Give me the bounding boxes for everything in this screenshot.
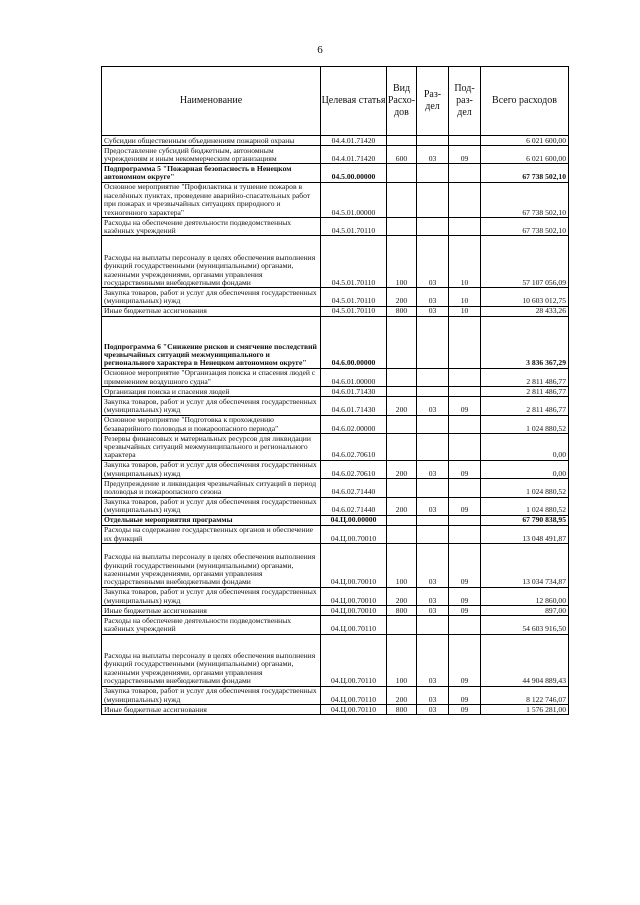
row-total-cell: 44 904 889,43 bbox=[481, 634, 569, 686]
row-name-cell: Субсидии общественным объединениям пожарной охраны bbox=[102, 136, 321, 146]
row-subsection-cell bbox=[449, 525, 481, 543]
row-name-cell: Иные бюджетные ассигнования bbox=[102, 606, 321, 616]
header-subsection: Под-раз-дел bbox=[449, 67, 481, 136]
row-code-cell: 04.Ц.00.00000 bbox=[321, 515, 387, 525]
row-code-cell: 04.6.01.00000 bbox=[321, 368, 387, 386]
row-subsection-cell: 09 bbox=[449, 634, 481, 686]
row-name-cell: Иные бюджетные ассигнования bbox=[102, 306, 321, 316]
row-subsection-cell: 09 bbox=[449, 397, 481, 415]
row-subsection-cell: 09 bbox=[449, 587, 481, 605]
row-total-cell: 2 811 486,77 bbox=[481, 387, 569, 397]
row-name-cell: Предоставление субсидий бюджетным, автономным учреждениям и иным некоммерческим организациям bbox=[102, 146, 321, 164]
expense-table bbox=[101, 66, 569, 715]
row-code-cell: 04.Ц.00.70010 bbox=[321, 587, 387, 605]
row-subsection-cell: 10 bbox=[449, 306, 481, 316]
row-name-cell: Закупка товаров, работ и услуг для обеспечения государственных (муниципальных) нужд bbox=[102, 587, 321, 605]
row-total-cell: 12 860,00 bbox=[481, 587, 569, 605]
row-name-cell: Иные бюджетные ассигнования bbox=[102, 705, 321, 715]
row-total-cell: 2 811 486,77 bbox=[481, 368, 569, 386]
row-expense-type-cell: 200 bbox=[387, 497, 417, 515]
row-code-cell: 04.5.01.70110 bbox=[321, 288, 387, 306]
row-total-cell: 10 603 012,75 bbox=[481, 288, 569, 306]
table-row bbox=[102, 368, 569, 386]
row-expense-type-cell bbox=[387, 479, 417, 497]
row-total-cell: 67 738 502,10 bbox=[481, 182, 569, 217]
row-section-cell: 03 bbox=[417, 306, 449, 316]
row-expense-type-cell bbox=[387, 616, 417, 634]
row-section-cell: 03 bbox=[417, 236, 449, 288]
table-row bbox=[102, 515, 569, 525]
header-name: Наименование bbox=[102, 67, 321, 136]
table-row bbox=[102, 686, 569, 704]
row-expense-type-cell: 200 bbox=[387, 288, 417, 306]
row-expense-type-cell: 800 bbox=[387, 606, 417, 616]
row-name-cell: Расходы на выплаты персоналу в целях обеспечения выполнения функций государственными (муниципальными) органами, казенными учреждениями, органами управления государственными внебюджетными фондами bbox=[102, 634, 321, 686]
row-subsection-cell bbox=[449, 415, 481, 433]
row-section-cell bbox=[417, 525, 449, 543]
table-row bbox=[102, 306, 569, 316]
row-total-cell: 13 048 491,87 bbox=[481, 525, 569, 543]
row-name-cell: Подпрограмма 5 "Пожарная безопасность в Ненецком автономном округе" bbox=[102, 164, 321, 182]
table-row bbox=[102, 460, 569, 478]
table-row bbox=[102, 164, 569, 182]
row-section-cell bbox=[417, 316, 449, 368]
row-name-cell: Расходы на содержание государственных органов и обеспечение их функций bbox=[102, 525, 321, 543]
row-total-cell: 0,00 bbox=[481, 433, 569, 460]
row-expense-type-cell: 200 bbox=[387, 397, 417, 415]
row-code-cell: 04.6.00.00000 bbox=[321, 316, 387, 368]
table-row bbox=[102, 544, 569, 588]
row-name-cell: Основное мероприятие "Профилактика и тушение пожаров в населённых пунктах, проведение аварийно-спасательных работ при пожарах и чрезвычайных ситуациях природного и техногенного характера" bbox=[102, 182, 321, 217]
row-section-cell bbox=[417, 182, 449, 217]
row-expense-type-cell bbox=[387, 182, 417, 217]
row-subsection-cell: 09 bbox=[449, 686, 481, 704]
row-subsection-cell bbox=[449, 479, 481, 497]
row-code-cell: 04.6.02.71440 bbox=[321, 479, 387, 497]
table-row bbox=[102, 606, 569, 616]
row-total-cell: 6 021 600,00 bbox=[481, 136, 569, 146]
row-name-cell: Предупреждение и ликвидация чрезвычайных ситуаций в период половодья и пожароопасного сезона bbox=[102, 479, 321, 497]
row-code-cell: 04.4.01.71420 bbox=[321, 136, 387, 146]
table-row bbox=[102, 634, 569, 686]
row-total-cell: 1 024 880,52 bbox=[481, 479, 569, 497]
row-name-cell: Организация поиска и спасения людей bbox=[102, 387, 321, 397]
row-total-cell: 2 811 486,77 bbox=[481, 397, 569, 415]
row-expense-type-cell bbox=[387, 217, 417, 235]
row-expense-type-cell bbox=[387, 136, 417, 146]
row-name-cell: Основное мероприятие "Организация поиска и спасения людей с применением воздушного судна" bbox=[102, 368, 321, 386]
row-section-cell: 03 bbox=[417, 397, 449, 415]
row-subsection-cell: 10 bbox=[449, 288, 481, 306]
row-expense-type-cell: 200 bbox=[387, 686, 417, 704]
row-total-cell: 54 603 916,50 bbox=[481, 616, 569, 634]
header-section: Раз-дел bbox=[417, 67, 449, 136]
row-total-cell: 67 790 838,95 bbox=[481, 515, 569, 525]
row-expense-type-cell: 100 bbox=[387, 544, 417, 588]
table-row bbox=[102, 136, 569, 146]
row-expense-type-cell bbox=[387, 316, 417, 368]
row-code-cell: 04.5.01.00000 bbox=[321, 182, 387, 217]
row-expense-type-cell bbox=[387, 164, 417, 182]
row-code-cell: 04.Ц.00.70010 bbox=[321, 544, 387, 588]
row-expense-type-cell bbox=[387, 368, 417, 386]
row-subsection-cell bbox=[449, 164, 481, 182]
row-total-cell: 6 021 600,00 bbox=[481, 146, 569, 164]
row-section-cell bbox=[417, 368, 449, 386]
row-expense-type-cell: 200 bbox=[387, 460, 417, 478]
row-code-cell: 04.Ц.00.70110 bbox=[321, 686, 387, 704]
row-subsection-cell bbox=[449, 515, 481, 525]
row-name-cell: Отдельные мероприятия программы bbox=[102, 515, 321, 525]
row-name-cell: Расходы на выплаты персоналу в целях обеспечения выполнения функций государственными (муниципальными) органами, казенными учреждениями, органами управления государственными внебюджетными фондами bbox=[102, 544, 321, 588]
header-target-article: Целевая статья bbox=[321, 67, 387, 136]
table-row bbox=[102, 146, 569, 164]
table-row bbox=[102, 433, 569, 460]
table-row bbox=[102, 525, 569, 543]
row-name-cell: Закупка товаров, работ и услуг для обеспечения государственных (муниципальных) нужд bbox=[102, 686, 321, 704]
row-name-cell: Закупка товаров, работ и услуг для обеспечения государственных (муниципальных) нужд bbox=[102, 288, 321, 306]
table-row bbox=[102, 217, 569, 235]
row-expense-type-cell: 800 bbox=[387, 705, 417, 715]
row-subsection-cell bbox=[449, 182, 481, 217]
header-total: Всего расходов bbox=[481, 67, 569, 136]
row-name-cell: Закупка товаров, работ и услуг для обеспечения государственных (муниципальных) нужд bbox=[102, 497, 321, 515]
row-section-cell: 03 bbox=[417, 544, 449, 588]
row-total-cell: 1 576 281,00 bbox=[481, 705, 569, 715]
row-subsection-cell: 09 bbox=[449, 460, 481, 478]
row-expense-type-cell bbox=[387, 515, 417, 525]
row-subsection-cell bbox=[449, 368, 481, 386]
row-section-cell bbox=[417, 616, 449, 634]
row-code-cell: 04.Ц.00.70010 bbox=[321, 525, 387, 543]
row-expense-type-cell bbox=[387, 433, 417, 460]
row-name-cell: Закупка товаров, работ и услуг для обеспечения государственных (муниципальных) нужд bbox=[102, 397, 321, 415]
row-section-cell: 03 bbox=[417, 705, 449, 715]
row-code-cell: 04.6.01.71430 bbox=[321, 387, 387, 397]
row-section-cell: 03 bbox=[417, 606, 449, 616]
row-section-cell bbox=[417, 479, 449, 497]
row-expense-type-cell bbox=[387, 525, 417, 543]
row-section-cell bbox=[417, 415, 449, 433]
row-subsection-cell bbox=[449, 433, 481, 460]
table-row bbox=[102, 587, 569, 605]
row-expense-type-cell: 200 bbox=[387, 587, 417, 605]
table-row bbox=[102, 616, 569, 634]
row-section-cell bbox=[417, 433, 449, 460]
row-total-cell: 67 738 502,10 bbox=[481, 217, 569, 235]
row-name-cell: Расходы на обеспечение деятельности подведомственных казённых учреждений bbox=[102, 217, 321, 235]
row-subsection-cell bbox=[449, 316, 481, 368]
row-code-cell: 04.6.02.71440 bbox=[321, 497, 387, 515]
row-section-cell: 03 bbox=[417, 460, 449, 478]
row-total-cell: 1 024 880,52 bbox=[481, 415, 569, 433]
table-row bbox=[102, 236, 569, 288]
row-total-cell: 28 433,26 bbox=[481, 306, 569, 316]
table-row bbox=[102, 182, 569, 217]
row-section-cell: 03 bbox=[417, 686, 449, 704]
row-subsection-cell bbox=[449, 136, 481, 146]
row-subsection-cell bbox=[449, 616, 481, 634]
row-name-cell: Закупка товаров, работ и услуг для обеспечения государственных (муниципальных) нужд bbox=[102, 460, 321, 478]
row-code-cell: 04.6.02.00000 bbox=[321, 415, 387, 433]
row-code-cell: 04.6.02.70610 bbox=[321, 460, 387, 478]
row-total-cell: 13 034 734,87 bbox=[481, 544, 569, 588]
table-row bbox=[102, 705, 569, 715]
header-expense-type: Вид Расхо-дов bbox=[387, 67, 417, 136]
row-code-cell: 04.5.01.70110 bbox=[321, 306, 387, 316]
row-subsection-cell bbox=[449, 217, 481, 235]
row-total-cell: 8 122 746,07 bbox=[481, 686, 569, 704]
table-row bbox=[102, 387, 569, 397]
row-code-cell: 04.Ц.00.70110 bbox=[321, 634, 387, 686]
table-row bbox=[102, 479, 569, 497]
row-name-cell: Подпрограмма 6 "Снижение рисков и смягчение последствий чрезвычайных ситуаций межмуниципального и регионального характера в Ненецком автономном округе" bbox=[102, 316, 321, 368]
row-subsection-cell: 10 bbox=[449, 236, 481, 288]
row-total-cell: 3 836 367,29 bbox=[481, 316, 569, 368]
row-code-cell: 04.5.01.70110 bbox=[321, 217, 387, 235]
table-header-row bbox=[102, 67, 569, 136]
row-section-cell bbox=[417, 164, 449, 182]
row-section-cell: 03 bbox=[417, 587, 449, 605]
row-code-cell: 04.4.01.71420 bbox=[321, 146, 387, 164]
row-expense-type-cell: 800 bbox=[387, 306, 417, 316]
table-body bbox=[102, 136, 569, 715]
row-section-cell: 03 bbox=[417, 288, 449, 306]
row-subsection-cell: 09 bbox=[449, 497, 481, 515]
row-total-cell: 67 738 502,10 bbox=[481, 164, 569, 182]
row-expense-type-cell: 100 bbox=[387, 634, 417, 686]
row-subsection-cell: 09 bbox=[449, 705, 481, 715]
table-row bbox=[102, 288, 569, 306]
row-code-cell: 04.6.02.70610 bbox=[321, 433, 387, 460]
row-code-cell: 04.6.01.71430 bbox=[321, 397, 387, 415]
row-expense-type-cell: 100 bbox=[387, 236, 417, 288]
row-section-cell bbox=[417, 387, 449, 397]
row-section-cell bbox=[417, 217, 449, 235]
row-total-cell: 1 024 880,52 bbox=[481, 497, 569, 515]
row-expense-type-cell bbox=[387, 387, 417, 397]
row-code-cell: 04.Ц.00.70110 bbox=[321, 616, 387, 634]
table-row bbox=[102, 497, 569, 515]
row-code-cell: 04.5.01.70110 bbox=[321, 236, 387, 288]
row-expense-type-cell: 600 bbox=[387, 146, 417, 164]
row-section-cell bbox=[417, 136, 449, 146]
row-name-cell: Резервы финансовых и материальных ресурсов для ликвидации чрезвычайных ситуаций межмуниципального и регионального характера bbox=[102, 433, 321, 460]
row-code-cell: 04.Ц.00.70010 bbox=[321, 606, 387, 616]
row-section-cell: 03 bbox=[417, 146, 449, 164]
table-row bbox=[102, 316, 569, 368]
row-section-cell bbox=[417, 515, 449, 525]
row-total-cell: 57 107 056,09 bbox=[481, 236, 569, 288]
row-section-cell: 03 bbox=[417, 497, 449, 515]
row-code-cell: 04.5.00.00000 bbox=[321, 164, 387, 182]
table-row bbox=[102, 415, 569, 433]
row-subsection-cell: 09 bbox=[449, 544, 481, 588]
row-total-cell: 897,00 bbox=[481, 606, 569, 616]
table-row bbox=[102, 397, 569, 415]
row-code-cell: 04.Ц.00.70110 bbox=[321, 705, 387, 715]
page-number: 6 bbox=[317, 44, 323, 56]
row-name-cell: Расходы на обеспечение деятельности подведомственных казённых учреждений bbox=[102, 616, 321, 634]
row-total-cell: 0,00 bbox=[481, 460, 569, 478]
row-expense-type-cell bbox=[387, 415, 417, 433]
row-subsection-cell: 09 bbox=[449, 146, 481, 164]
row-subsection-cell bbox=[449, 387, 481, 397]
row-name-cell: Расходы на выплаты персоналу в целях обеспечения выполнения функций государственными (муниципальными) органами, казенными учреждениями, органами управления государственными внебюджетными фондами bbox=[102, 236, 321, 288]
row-subsection-cell: 09 bbox=[449, 606, 481, 616]
row-name-cell: Основное мероприятие "Подготовка к прохождению безаварийного половодья и пожароопасного периода" bbox=[102, 415, 321, 433]
row-section-cell: 03 bbox=[417, 634, 449, 686]
